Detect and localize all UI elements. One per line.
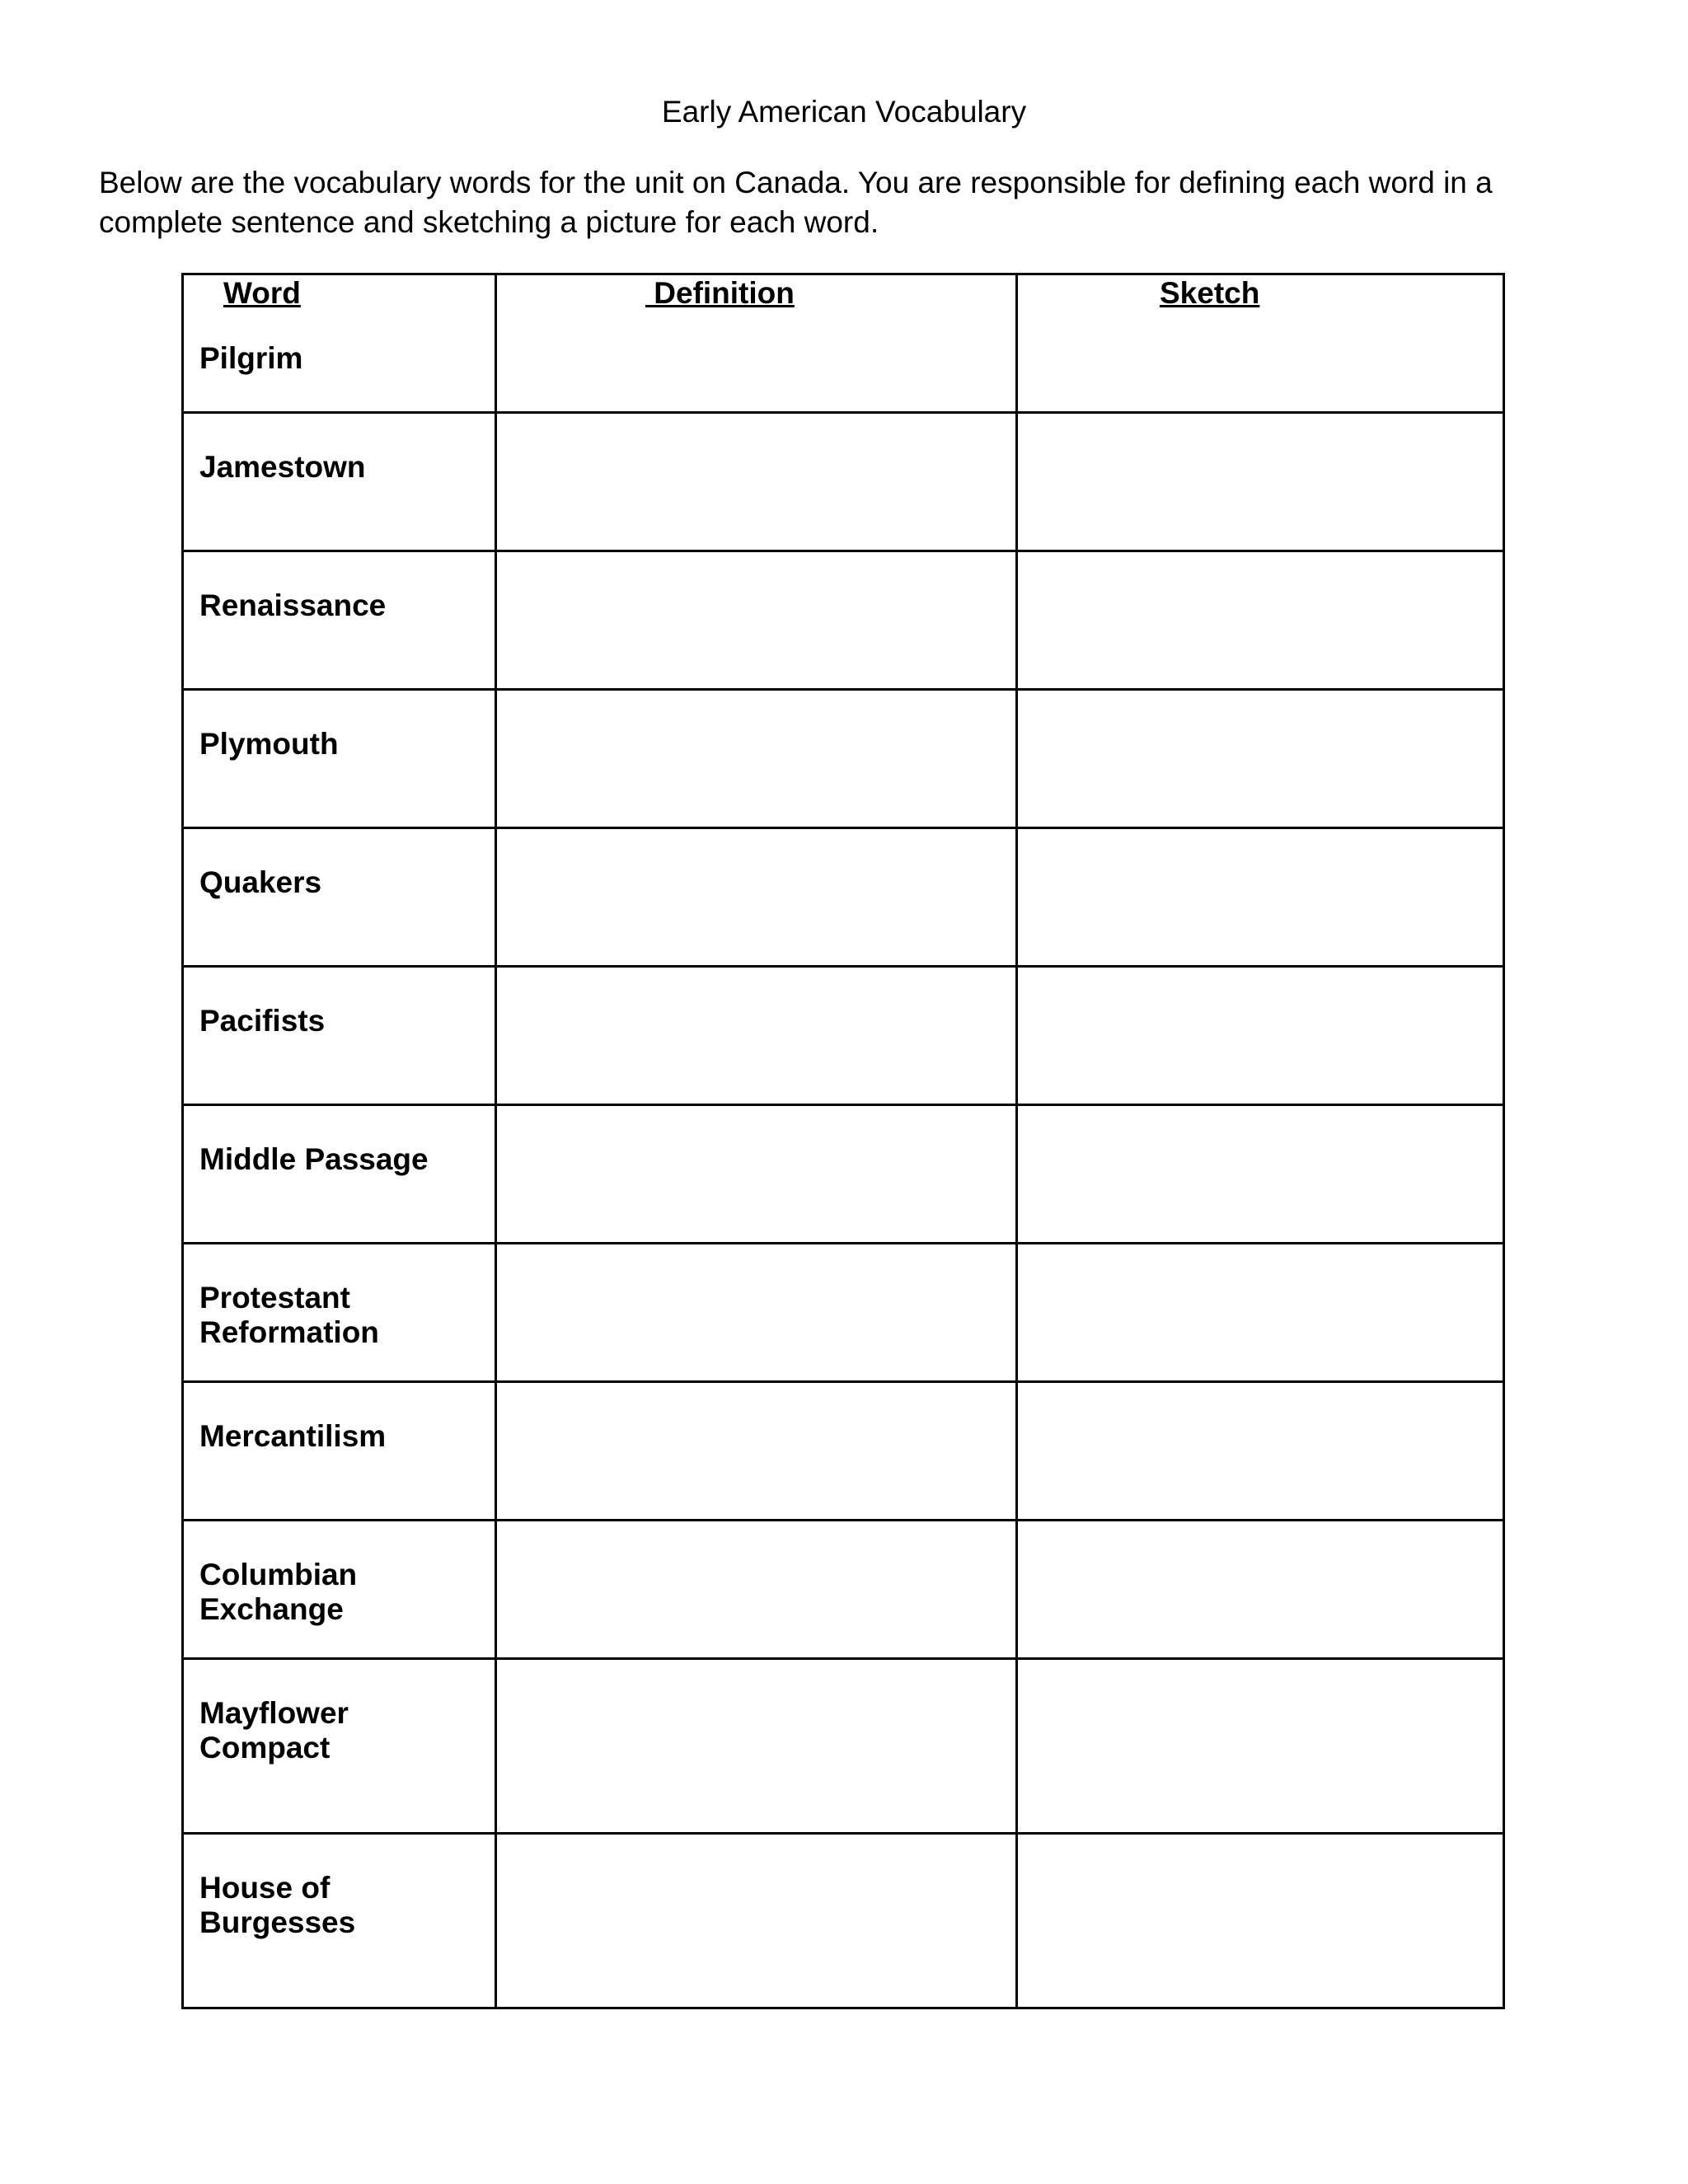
vocab-word: Renaissance <box>199 588 387 622</box>
vocab-word: House of Burgesses <box>199 1871 356 1939</box>
table-row <box>183 1105 1504 1244</box>
table-row <box>183 1834 1504 2008</box>
sketch-cell <box>1017 1105 1504 1244</box>
definition-cell <box>496 1659 1017 1834</box>
sketch-cell <box>1017 1834 1504 2008</box>
sketch-cell <box>1017 551 1504 690</box>
table-row <box>183 1382 1504 1521</box>
table-row <box>183 274 1504 413</box>
vocab-word: Quakers <box>199 865 322 899</box>
table-row <box>183 413 1504 551</box>
table-row <box>183 690 1504 828</box>
word-cell <box>183 1659 496 1834</box>
sketch-cell <box>1017 1382 1504 1521</box>
table-row <box>183 967 1504 1105</box>
definition-cell <box>496 1521 1017 1659</box>
vocab-word: Pacifists <box>199 1004 326 1038</box>
word-cell <box>183 690 496 828</box>
column-header-sketch: Sketch <box>1160 276 1260 310</box>
definition-cell <box>496 828 1017 967</box>
definition-cell <box>496 1244 1017 1382</box>
vocab-word: Columbian Exchange <box>199 1558 358 1626</box>
vocab-word: Plymouth <box>199 727 339 761</box>
vocab-word: Protestant Reformation <box>199 1281 379 1349</box>
definition-cell <box>496 1834 1017 2008</box>
vocab-word: Middle Passage <box>199 1142 429 1176</box>
word-cell <box>183 828 496 967</box>
column-header-word: Word <box>223 276 301 310</box>
vocabulary-table <box>181 273 1505 2009</box>
sketch-cell <box>1017 690 1504 828</box>
word-cell <box>183 413 496 551</box>
sketch-cell <box>1017 1244 1504 1382</box>
sketch-cell <box>1017 1521 1504 1659</box>
definition-cell <box>496 1382 1017 1521</box>
sketch-cell <box>1017 967 1504 1105</box>
column-header-definition: Definition <box>645 276 795 310</box>
definition-cell <box>496 551 1017 690</box>
word-cell <box>183 274 496 413</box>
definition-cell <box>496 413 1017 551</box>
instructions <box>99 163 1500 242</box>
word-cell <box>183 967 496 1105</box>
word-cell <box>183 1834 496 2008</box>
table-row <box>183 828 1504 967</box>
vocab-word: Jamestown <box>199 450 366 484</box>
word-cell <box>183 1521 496 1659</box>
vocab-word: Mercantilism <box>199 1419 387 1453</box>
sketch-cell <box>1017 828 1504 967</box>
table-row <box>183 1521 1504 1659</box>
sketch-cell <box>1017 413 1504 551</box>
table-row <box>183 1659 1504 1834</box>
table-row <box>183 551 1504 690</box>
sketch-cell <box>1017 274 1504 413</box>
sketch-cell <box>1017 1659 1504 1834</box>
vocab-word: Mayflower Compact <box>199 1696 349 1765</box>
definition-cell <box>496 967 1017 1105</box>
page-title: Early American Vocabulary <box>661 95 1027 129</box>
word-cell <box>183 1244 496 1382</box>
word-cell <box>183 551 496 690</box>
word-cell <box>183 1105 496 1244</box>
instructions-line-2: complete sentence and sketching a picture for each word. <box>99 205 879 239</box>
definition-cell <box>496 690 1017 828</box>
definition-cell <box>496 1105 1017 1244</box>
vocab-word: Pilgrim <box>199 341 303 375</box>
instructions-line-1: Below are the vocabulary words for the unit on Canada. You are responsible for defining each word in a <box>99 166 1493 199</box>
word-cell <box>183 1382 496 1521</box>
definition-cell <box>496 274 1017 413</box>
table-row <box>183 1244 1504 1382</box>
